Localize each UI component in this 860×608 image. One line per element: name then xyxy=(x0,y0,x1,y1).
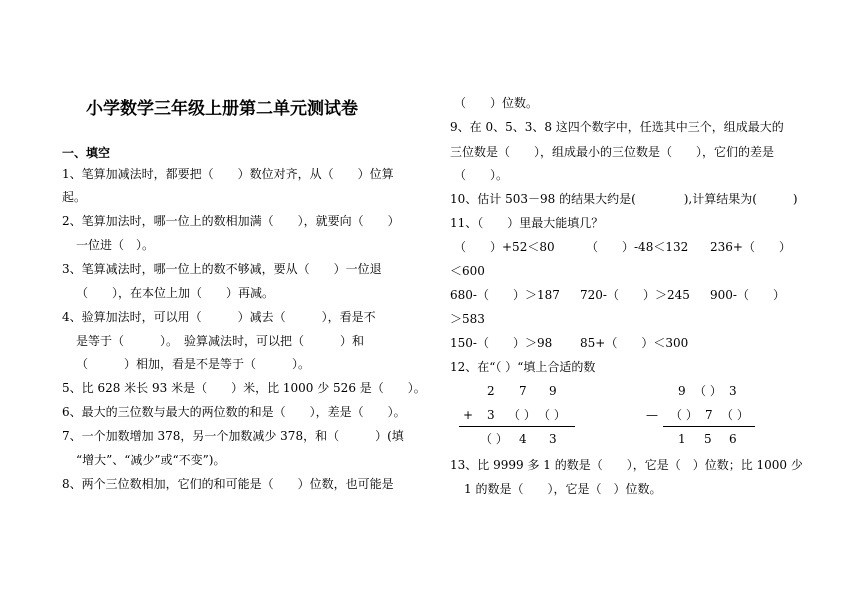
question-11-item: 720-（ ）＞245 xyxy=(580,288,690,302)
question-2-line-1: 2、笔算加法时，哪一位上的数相加满（ ），就要向（ ） xyxy=(62,214,400,228)
question-9-line-3: （ ）。 xyxy=(454,168,509,182)
subtraction-digit: 7 xyxy=(705,408,713,422)
question-9-line-1: 9、在 0、5、3、8 这四个数字中，任选其中三个，组成最大的 xyxy=(450,120,784,134)
question-1-line-1: 1、笔算加减法时，都要把（ ）数位对齐，从（ ）位算 xyxy=(62,167,394,181)
addition-digit: （ ） xyxy=(480,432,508,446)
question-13-line-1: 13、比 9999 多 1 的数是（ ），它是（ ）位数；比 1000 少 xyxy=(450,458,803,472)
question-11: 11、（ ）里最大能填几？ xyxy=(450,216,604,230)
question-2-line-2: 一位进（ ）。 xyxy=(76,238,155,252)
addition-digit: 2 xyxy=(487,384,495,398)
question-4-line-3: （ ）相加，看是不是等于（ ）。 xyxy=(76,357,311,371)
subtraction-digit: （ ） xyxy=(694,384,722,398)
question-11-item: 236+（ ） xyxy=(710,240,791,254)
addition-digit: 3 xyxy=(487,408,495,422)
subtraction-digit: 9 xyxy=(678,384,686,398)
question-13-line-2: 1 的数是（ ），它是（ ）位数。 xyxy=(464,482,662,496)
question-11-item-wrap: ＞583 xyxy=(450,312,485,326)
question-11-item: （ ）-48＜132 xyxy=(586,240,689,254)
section-heading-fill-blank: 一、填空 xyxy=(62,146,111,160)
question-11-item: （ ）+52＜80 xyxy=(454,240,555,254)
page-title: 小学数学三年级上册第二单元测试卷 xyxy=(86,99,358,119)
subtraction-difference-line xyxy=(663,426,755,427)
addition-digit: 3 xyxy=(549,432,557,446)
question-5: 5、比 628 米长 93 米是（ ）米，比 1000 少 526 是（ ）。 xyxy=(62,381,426,395)
question-3-line-2: （ ），在本位上加（ ）再减。 xyxy=(76,286,275,300)
question-10: 10、估计 503－98 的结果大约是( ),计算结果为( ) xyxy=(450,192,798,206)
addition-digit: （ ） xyxy=(508,408,536,422)
question-1-line-2: 起。 xyxy=(62,190,87,204)
question-8-continued: （ ）位数。 xyxy=(454,96,539,110)
question-4-line-2: 是等于（ ）。 验算减法时，可以把（ ）和 xyxy=(76,334,365,348)
question-7-line-1: 7、一个加数增加 378，另一个加数减少 378，和（ ）(填 xyxy=(62,429,404,443)
question-11-item: 150-（ ）＞98 xyxy=(450,336,553,350)
question-7-line-2: “增大”、“减少”或“不变”)。 xyxy=(76,453,226,467)
question-9-line-2: 三位数是（ ），组成最小的三位数是（ ），它们的差是 xyxy=(450,145,775,159)
subtraction-digit: 5 xyxy=(704,432,712,446)
subtraction-digit: （ ） xyxy=(721,408,749,422)
subtraction-digit: 6 xyxy=(729,432,737,446)
question-12: 12、在“（ ）“填上合适的数 xyxy=(450,360,596,374)
addition-digit: 4 xyxy=(519,432,527,446)
subtraction-digit: 3 xyxy=(729,384,737,398)
question-11-item: 680-（ ）＞187 xyxy=(450,288,560,302)
question-8: 8、两个三位数相加，它们的和可能是（ ）位数，也可能是 xyxy=(62,477,394,491)
question-11-item-wrap: ＜600 xyxy=(450,264,485,278)
question-11-item: 900-（ ） xyxy=(710,288,785,302)
addition-digit: （ ） xyxy=(538,408,566,422)
addition-operator: + xyxy=(463,408,474,422)
addition-digit: 7 xyxy=(519,384,527,398)
question-4-line-1: 4、验算加法时，可以用（ ）减去（ ），看是不 xyxy=(62,310,376,324)
subtraction-operator: — xyxy=(646,408,658,422)
question-6: 6、最大的三位数与最大的两位数的和是（ ），差是（ ）。 xyxy=(62,405,406,419)
subtraction-digit: （ ） xyxy=(670,408,698,422)
question-3-line-1: 3、笔算减法时，哪一位上的数不够减，要从（ ）一位退 xyxy=(62,262,382,276)
question-11-item: 85+（ ）＜300 xyxy=(580,336,689,350)
addition-digit: 9 xyxy=(549,384,557,398)
addition-sum-line xyxy=(459,426,575,427)
subtraction-digit: 1 xyxy=(678,432,686,446)
